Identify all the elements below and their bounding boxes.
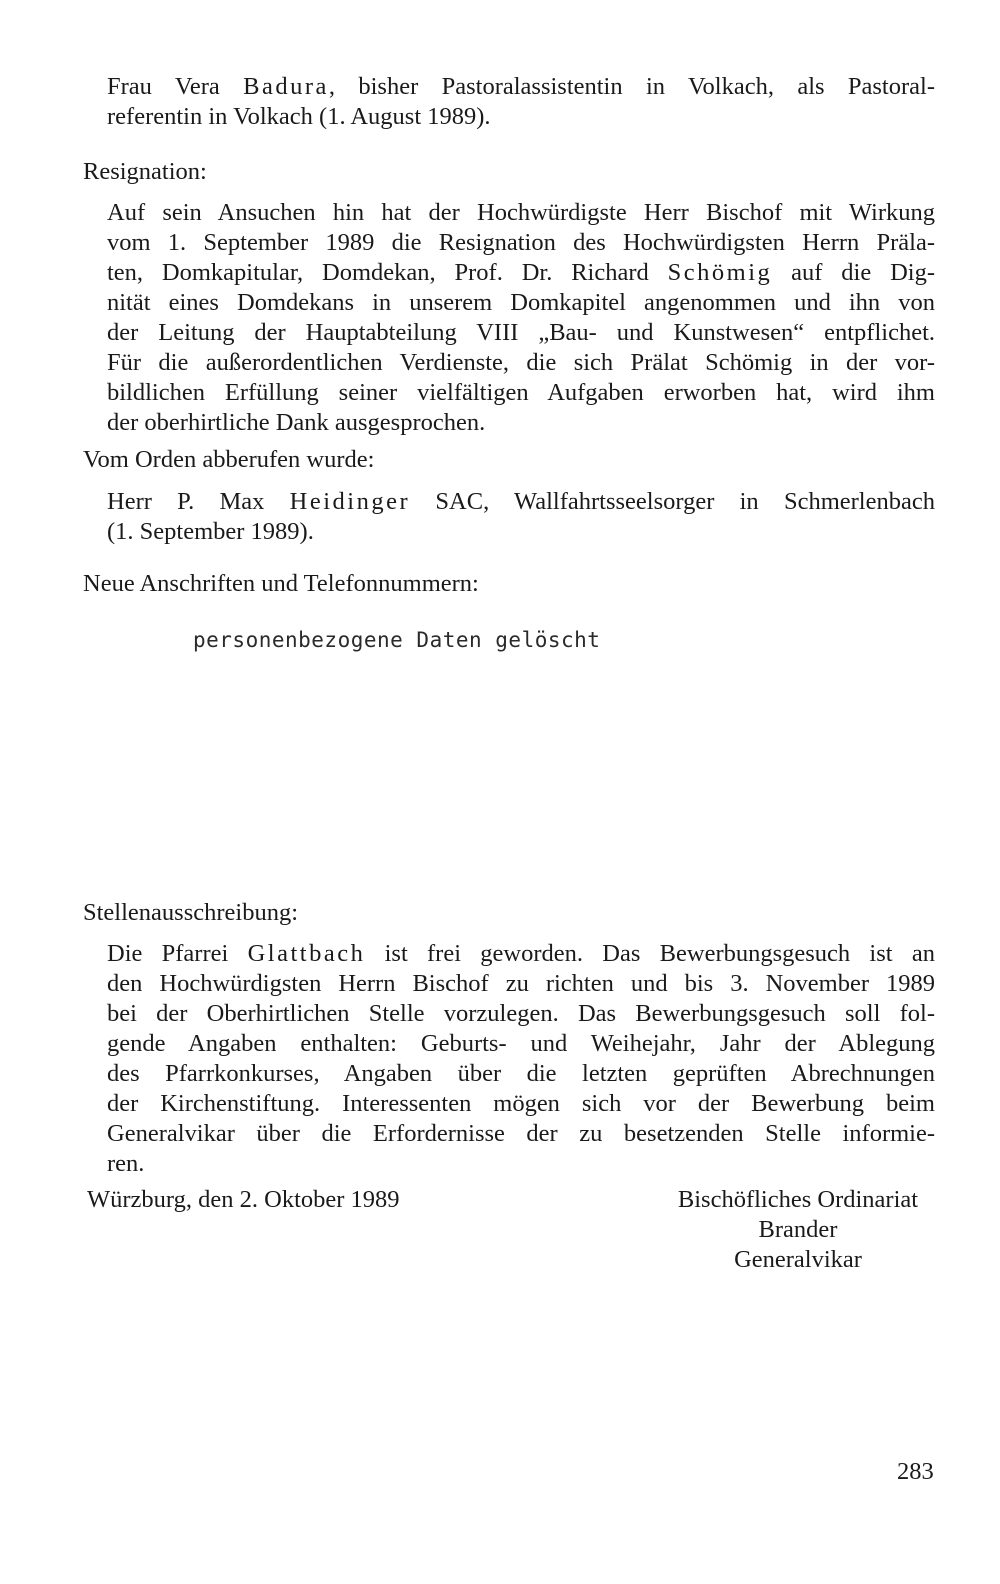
text-line: bildlichen Erfüllung seiner vielfältigen Aufgaben erworben hat, wird ihm bbox=[107, 379, 935, 406]
text-segment: Die Pfarrei bbox=[107, 940, 248, 967]
text-line: ren. bbox=[107, 1150, 145, 1177]
text-line: den Hochwürdigsten Herrn Bischof zu richten und bis 3. November 1989 bbox=[107, 970, 935, 997]
intro-text: , bisher Pastoralassistentin in Volkach, als Pastoral- bbox=[328, 73, 935, 100]
text-line bbox=[107, 487, 935, 517]
section-heading-recall: Vom Orden abberufen wurde: bbox=[83, 446, 375, 473]
intro-text: Frau Vera bbox=[107, 73, 244, 100]
text-line: nität eines Domdekans in unserem Domkapitel angenommen und ihn von bbox=[107, 289, 935, 316]
text-line: Generalvikar über die Erfordernisse der zu besetzenden Stelle informie- bbox=[107, 1120, 935, 1147]
text-segment: Herr P. Max bbox=[107, 488, 290, 515]
section-heading-vacancy: Stellenausschreibung: bbox=[83, 899, 299, 926]
text-line: Für die außerordentlichen Verdienste, die sich Prälat Schömig in der vor- bbox=[107, 349, 935, 376]
section-heading-resignation: Resignation: bbox=[83, 158, 207, 185]
person-name: Heidinger bbox=[289, 488, 411, 515]
recall-paragraph bbox=[107, 487, 935, 547]
vacancy-paragraph bbox=[107, 939, 935, 1179]
text-segment: SAC, Wallfahrtsseelsorger in Schmerlenbach bbox=[410, 488, 935, 515]
person-name: Schömig bbox=[667, 259, 773, 286]
redaction-notice: personenbezogene Daten gelöscht bbox=[193, 628, 601, 652]
text-line: Auf sein Ansuchen hin hat der Hochwürdigste Herr Bischof mit Wirkung bbox=[107, 199, 935, 226]
text-line bbox=[107, 939, 935, 969]
resignation-paragraph bbox=[107, 198, 935, 438]
text-line bbox=[107, 258, 935, 288]
text-line: bei der Oberhirtlichen Stelle vorzulegen. Das Bewerbungsgesuch soll fol- bbox=[107, 1000, 935, 1027]
text-line: des Pfarrkonkurses, Angaben über die letzten geprüften Abrechnungen bbox=[107, 1060, 935, 1087]
section-heading-addresses: Neue Anschriften und Telefonnummern: bbox=[83, 570, 479, 597]
intro-line-1 bbox=[107, 72, 935, 102]
text-segment: auf die Dig- bbox=[772, 259, 936, 286]
intro-line-2: referentin in Volkach (1. August 1989). bbox=[107, 103, 491, 130]
page-number: 283 bbox=[897, 1458, 934, 1485]
text-line: gende Angaben enthalten: Geburts- und Weihejahr, Jahr der Ablegung bbox=[107, 1030, 935, 1057]
text-segment: ist frei geworden. Das Bewerbungsgesuch ist an bbox=[365, 940, 935, 967]
intro-paragraph bbox=[107, 72, 935, 132]
text-line: der Leitung der Hauptabteilung VIII „Bau- und Kunstwesen“ entpflichet. bbox=[107, 319, 935, 346]
text-line: der Kirchenstiftung. Interessenten mögen sich vor der Bewerbung beim bbox=[107, 1090, 935, 1117]
text-line: der oberhirtliche Dank ausgesprochen. bbox=[107, 409, 486, 436]
signature-org: Bischöfliches Ordinariat bbox=[677, 1186, 919, 1213]
signature-name: Brander bbox=[758, 1216, 838, 1243]
place-date: Würzburg, den 2. Oktober 1989 bbox=[87, 1186, 400, 1213]
signature-title: Generalvikar bbox=[734, 1246, 862, 1273]
parish-name: Glattbach bbox=[247, 940, 366, 967]
text-segment: ten, Domkapitular, Domdekan, Prof. Dr. Richard bbox=[107, 259, 668, 286]
person-name: Badura bbox=[243, 73, 329, 100]
text-line: (1. September 1989). bbox=[107, 518, 314, 545]
signature-block bbox=[660, 1185, 936, 1275]
text-line: vom 1. September 1989 die Resignation des Hochwürdigsten Herrn Präla- bbox=[107, 229, 935, 256]
